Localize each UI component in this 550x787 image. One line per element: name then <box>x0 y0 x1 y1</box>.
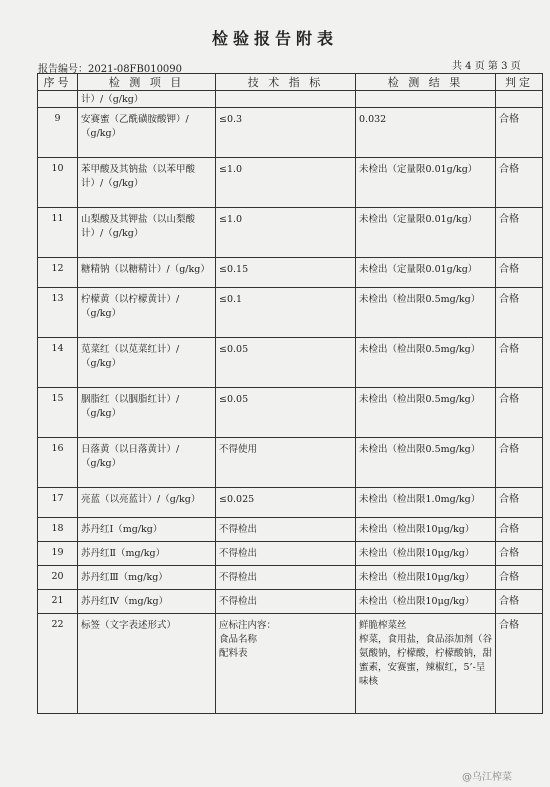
test-result: 未检出（定量限0.01g/kg） <box>356 258 496 288</box>
verdict: 合格 <box>496 438 543 488</box>
row-number: 19 <box>38 542 78 566</box>
verdict: 合格 <box>496 614 543 714</box>
col-header-spec: 技 术 指 标 <box>216 74 356 91</box>
test-result: 未检出（检出限1.0mg/kg） <box>356 488 496 518</box>
test-item: 苋菜红（以苋菜红计）/（g/kg） <box>78 338 216 388</box>
report-number: 报告编号：2021-08FB010090 <box>38 64 183 75</box>
verdict: 合格 <box>496 566 543 590</box>
verdict: 合格 <box>496 488 543 518</box>
table-row <box>38 388 543 438</box>
row-number: 15 <box>38 388 78 438</box>
test-result: 未检出（检出限0.5mg/kg） <box>356 338 496 388</box>
table-row <box>38 258 543 288</box>
test-item: 亮蓝（以亮蓝计）/（g/kg） <box>78 488 216 518</box>
specification: 不得检出 <box>216 542 356 566</box>
test-result: 未检出（定量限0.01g/kg） <box>356 208 496 258</box>
test-result: 未检出（检出限10μg/kg） <box>356 590 496 614</box>
specification: 不得检出 <box>216 566 356 590</box>
table-row <box>38 614 543 714</box>
test-result: 未检出（检出限10μg/kg） <box>356 566 496 590</box>
specification: ≤1.0 <box>216 208 356 258</box>
specification: ≤1.0 <box>216 158 356 208</box>
test-item: 胭脂红（以胭脂红计）/（g/kg） <box>78 388 216 438</box>
row-number: 9 <box>38 108 78 158</box>
verdict: 合格 <box>496 158 543 208</box>
row-number: 12 <box>38 258 78 288</box>
verdict: 合格 <box>496 288 543 338</box>
test-item: 日落黄（以日落黄计）/（g/kg） <box>78 438 216 488</box>
table-row <box>38 158 543 208</box>
table-row <box>38 542 543 566</box>
test-item: 苏丹红Ⅰ（mg/kg） <box>78 518 216 542</box>
specification: ≤0.3 <box>216 108 356 158</box>
row-number: 20 <box>38 566 78 590</box>
specification: 应标注内容： 食品名称 配料表 <box>216 614 356 714</box>
specification: ≤0.05 <box>216 388 356 438</box>
verdict: 合格 <box>496 542 543 566</box>
test-result: 未检出（检出限10μg/kg） <box>356 542 496 566</box>
test-item: 标签（文字表述形式） <box>78 614 216 714</box>
table-row <box>38 488 543 518</box>
col-header-verdict: 判定 <box>496 74 543 91</box>
verdict: 合格 <box>496 208 543 258</box>
table-row <box>38 208 543 258</box>
table-row <box>38 566 543 590</box>
row-number: 16 <box>38 438 78 488</box>
verdict: 合格 <box>496 258 543 288</box>
row-number: 11 <box>38 208 78 258</box>
watermark: @乌江榨菜 <box>462 772 512 783</box>
row-number: 22 <box>38 614 78 714</box>
verdict: 合格 <box>496 108 543 158</box>
verdict: 合格 <box>496 338 543 388</box>
row-number: 18 <box>38 518 78 542</box>
table-row <box>38 518 543 542</box>
col-header-result: 检 测 结 果 <box>356 74 496 91</box>
report-title: 检验报告附表 <box>211 29 338 48</box>
test-result: 未检出（检出限0.5mg/kg） <box>356 288 496 338</box>
test-result: 未检出（检出限0.5mg/kg） <box>356 438 496 488</box>
col-header-item: 检 测 项 目 <box>78 74 216 91</box>
verdict: 合格 <box>496 518 543 542</box>
test-item: 苯甲酸及其钠盐（以苯甲酸计）/（g/kg） <box>78 158 216 208</box>
page-info: 共 4 页 第 3 页 <box>452 61 521 72</box>
specification: ≤0.1 <box>216 288 356 338</box>
table-header <box>38 74 543 91</box>
row-number: 10 <box>38 158 78 208</box>
table-row <box>38 438 543 488</box>
test-result: 鲜脆榨菜丝 榨菜，食用盐，食品添加剂（谷氨酸钠，柠檬酸，柠檬酸钠，甜蜜素，安赛蜜，辣椒红，5’-呈味核 <box>356 614 496 714</box>
test-result: 未检出（检出限10μg/kg） <box>356 518 496 542</box>
specification: 不得检出 <box>216 590 356 614</box>
test-item: 柠檬黄（以柠檬黄计）/（g/kg） <box>78 288 216 338</box>
test-result: 未检出（定量限0.01g/kg） <box>356 158 496 208</box>
test-item: 糖精钠（以糖精计）/（g/kg） <box>78 258 216 288</box>
test-item: 苏丹红Ⅳ（mg/kg） <box>78 590 216 614</box>
test-item: 苏丹红Ⅲ（mg/kg） <box>78 566 216 590</box>
test-result: 未检出（检出限0.5mg/kg） <box>356 388 496 438</box>
test-item: 安赛蜜（乙酰磺胺酸钾）/（g/kg） <box>78 108 216 158</box>
table-row <box>38 338 543 388</box>
row-number: 17 <box>38 488 78 518</box>
specification: 不得检出 <box>216 518 356 542</box>
row-number: 21 <box>38 590 78 614</box>
row-number: 14 <box>38 338 78 388</box>
verdict: 合格 <box>496 590 543 614</box>
table-row <box>38 590 543 614</box>
table-row <box>38 108 543 158</box>
test-item: 山梨酸及其钾盐（以山梨酸计）/（g/kg） <box>78 208 216 258</box>
test-result: 0.032 <box>356 108 496 158</box>
col-header-no: 序号 <box>38 74 78 91</box>
continuation-item: 计）/（g/kg） <box>78 91 216 108</box>
results-table <box>37 73 543 714</box>
specification: ≤0.05 <box>216 338 356 388</box>
continuation-row <box>38 91 543 108</box>
specification: ≤0.025 <box>216 488 356 518</box>
verdict: 合格 <box>496 388 543 438</box>
specification: 不得使用 <box>216 438 356 488</box>
row-number: 13 <box>38 288 78 338</box>
test-item: 苏丹红Ⅱ（mg/kg） <box>78 542 216 566</box>
specification: ≤0.15 <box>216 258 356 288</box>
table-row <box>38 288 543 338</box>
